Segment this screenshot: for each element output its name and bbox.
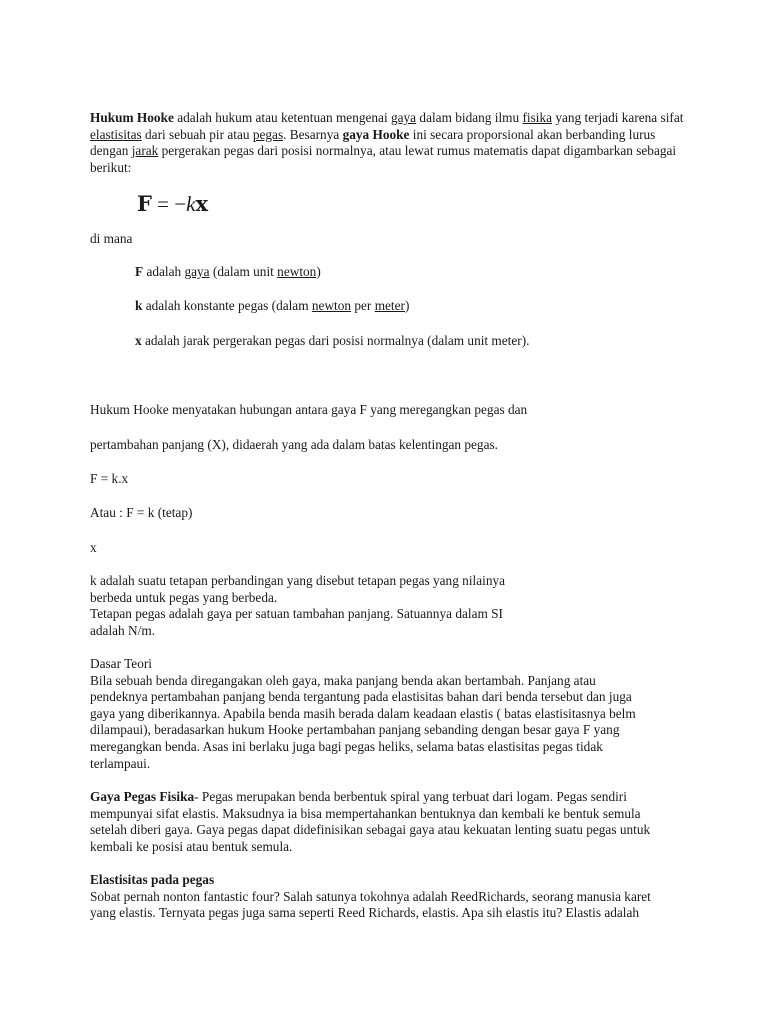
link-elastisitas[interactable]: elastisitas	[90, 126, 142, 142]
intro-paragraph: Hukum Hooke adalah hukum atau ketentuan mengenai gaya dalam bidang ilmu fisika yang terjadi karena sifat elastisitas dari sebuah pir atau pegas. Besarnya gaya Hooke ini secara proporsional akan berbanding lurus dengan jarak pergerakan pegas dari posisi normalnya, atau lewat rumus matematis dapat digambarkan sebagai berikut:	[90, 110, 684, 175]
dasar-teori-section: Dasar Teori Bila sebuah benda diregangakan oleh gaya, maka panjang benda akan bertambah. Panjang atau pendeknya pertambahan panjang benda tergantung pada elastisitas bahan dari benda tersebut dan juga gaya yang diberikannya. Apabila benda masih berada dalam keadaan elastis ( batas elastisitasnya belm dilampaui), beradasarkan hukum Hooke pertambahan panjang sebanding dengan besar gaya F yang meregangkan benda. Asas ini berlaku juga bagi pegas heliks, selama batas elastisitas pegas tidak terlampaui.	[90, 656, 690, 772]
term-gaya-hooke: gaya Hooke	[342, 126, 410, 142]
term-hukum-hooke: Hukum Hooke	[90, 110, 174, 125]
def-x: x adalah jarak pergerakan pegas dari posisi normalnya (dalam unit meter).	[135, 333, 530, 348]
gaya-pegas-section: Gaya Pegas Fisika- Pegas merupakan benda berbentuk spiral yang terbuat dari logam. Pegas sendiri mempunyai sifat elastis. Maksudnya ia bisa mempertahankan bentuknya dan kembali ke bentuk semula setelah diberi gaya. Gaya pegas dapat didefinisikan sebagai gaya atau kekuatan lenting suatu pegas untuk kembali ke posisi atau bentuk semula.	[90, 789, 651, 854]
link-pegas[interactable]: pegas	[252, 126, 284, 142]
link-gaya-def[interactable]: gaya	[184, 264, 210, 279]
link-newton-k[interactable]: newton	[311, 298, 352, 313]
hooke-formula: F = −kx	[137, 191, 208, 216]
elastisitas-heading: Elastisitas pada pegas	[90, 872, 215, 887]
tetapan-pegas-paragraph: k adalah suatu tetapan perbandingan yang disebut tetapan pegas yang nilainya berbeda untuk pegas yang berbeda. Tetapan pegas adalah gaya per satuan tambahan panjang. Satuannya dalam SI adalah N/m.	[90, 573, 506, 638]
hooke-statement-line1: Hukum Hooke menyatakan hubungan antara gaya F yang meregangkan pegas dan	[90, 402, 528, 417]
def-f: F adalah gaya (dalam unit newton)	[135, 264, 321, 279]
dasar-teori-heading: Dasar Teori	[90, 656, 152, 671]
link-newton-def[interactable]: newton	[277, 264, 317, 279]
elastisitas-section: Elastisitas pada pegas Sobat pernah nonton fantastic four? Salah satunya tokohnya adalah ReedRichards, seorang manusia karet yang elastis. Ternyata pegas juga sama seperti Reed Richards, elastis. Apa sih elastis itu? Elastis adalah	[90, 872, 690, 922]
di-mana-label: di mana	[90, 231, 133, 246]
gaya-pegas-heading: Gaya Pegas Fisika	[90, 789, 195, 804]
link-fisika[interactable]: fisika	[522, 110, 552, 125]
link-meter-k[interactable]: meter	[374, 298, 405, 313]
equation-x: x	[90, 540, 97, 555]
equation-fkx: F = k.x	[90, 471, 129, 486]
link-jarak[interactable]: jarak	[131, 143, 159, 159]
hooke-statement-line2: pertambahan panjang (X), didaerah yang ada dalam batas kelentingan pegas.	[90, 437, 498, 452]
link-gaya[interactable]: gaya	[390, 110, 417, 125]
equation-k-tetap: Atau : F = k (tetap)	[90, 505, 193, 520]
def-k: k adalah konstante pegas (dalam newton per meter)	[135, 298, 410, 313]
